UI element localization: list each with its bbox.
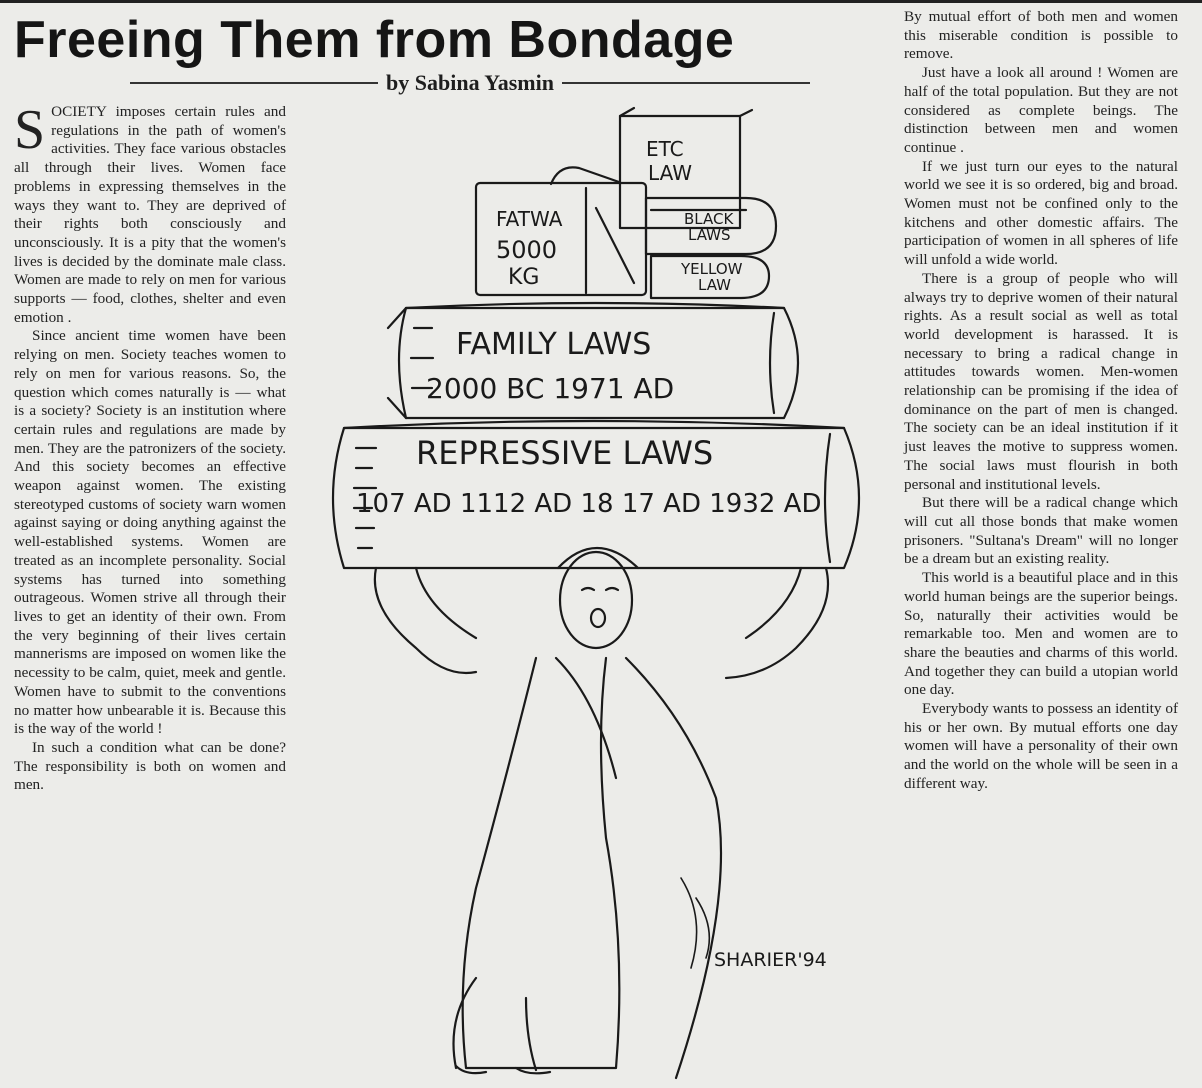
right-paragraph-5: But there will be a radical change which will cut all those bonds that make women prisoners. "Sultana's Dream" will no longer be a dream but an existing reality. [904,494,1178,568]
byline-rule-left [130,82,378,84]
right-arm [726,568,828,678]
cartoon-svg [296,98,896,1083]
cartoon-illustration [296,98,896,1083]
repressive-laws-label: REPRESSIVE LAWS [416,434,714,472]
woman-head [560,552,632,648]
right-paragraph-4: There is a group of people who will always try to deprive women of their natural rights. As a result social as well as total world development is harassed. It is necessary to bring a radical change in attitudes towards women. Men-women relationship can be promising if the idea of dominance on the part of men is changed. The society can be an ideal institution if it just leaves the motive to suppress women. The social laws must flourish in both personal and institutional levels. [904,269,1178,493]
fatwa-unit-label: KG [508,265,540,290]
byline-rule-right [562,82,810,84]
black-laws-label: LAWS [688,226,731,244]
yellow-law-label: LAW [698,276,731,294]
fatwa-label: FATWA [496,207,563,231]
lead-paragraph [14,99,286,327]
artist-signature: SHARIER'94 [714,949,827,971]
left-column [14,99,286,795]
fatwa-weight-label: 5000 [496,236,558,264]
top-rule [0,0,1202,3]
byline: by Sabina Yasmin [386,70,554,95]
yellow-label: YELLOW [681,260,743,278]
right-paragraph-2: Just have a look all around ! Women are half of the total population. But they are not considered as complete beings. The distinction between men and women continue . [904,64,1178,156]
right-paragraph-1: By mutual effort of both men and women this miserable condition is possible to remove. [904,8,1178,63]
left-paragraph-3: In such a condition what can be done? The responsibility is both on women and men. [14,738,286,794]
etc-law-label: LAW [648,161,692,185]
left-arm [375,568,476,673]
right-paragraph-6: This world is a beautiful place and in this world human beings are the superior beings. So, naturally their activities would be remarkable too. Men and women are to share the beauties and charms of this world. And together they can build a utopian world one day. [904,569,1178,699]
black-label: BLACK [684,210,734,228]
lead-text: OCIETY imposes certain rules and regulations in the path of women's activities. They face various obstacles all through their lives. Women face problems in expressing themselves in the ways they want to. They are deprived of their rights both consciously and unconsciously. It is a pity that the women's lives is decided by the dominate male class. Women are made to rely on men for various supports — food, clothes, shelter and even emotion . [14,103,286,326]
right-paragraph-3: If we just turn our eyes to the natural world we see it is so ordered, big and broad. Women must not be confined only to the kitchens and other domestic affairs. The participation of women in all spheres of life will unfold a wide world. [904,157,1178,269]
repressive-laws-dates: 107 AD 1112 AD 18 17 AD 1932 AD [356,489,822,519]
headline: Freeing Them from Bondage [14,11,735,69]
drop-cap: S [14,99,46,161]
right-paragraph-7: Everybody wants to possess an identity of his or her own. By mutual efforts one day women will have a personality of their own and the world on the whole will be seen in a different way. [904,700,1178,792]
family-laws-label: FAMILY LAWS [456,327,652,362]
family-laws-dates: 2000 BC 1971 AD [426,372,675,405]
right-column [904,8,1178,794]
etc-label: ETC [646,137,684,161]
byline-row [130,68,810,98]
left-paragraph-2: Since ancient time women have been relying on men. Society teaches women to rely on men for various reasons. So, the question which comes naturally is — what is a society? Society is an institution where certain rules and regulations are made by men. They are the patronizers of the society. And this society becomes an effective weapon against women. The existing stereotyped customs of society warn women against saying or doing anything against the well-established systems. Women are treated as an incomplete personality. Social systems has turned into something outrageous. Women strive all through their lives to get an identity of their own. From the very beginning of their lives certain mannerisms are imposed on women like the necessity to be calm, quiet, meek and gentle. Women have to submit to the conventions no matter how unbearable it is. Because this is the way of the world ! [14,327,286,738]
